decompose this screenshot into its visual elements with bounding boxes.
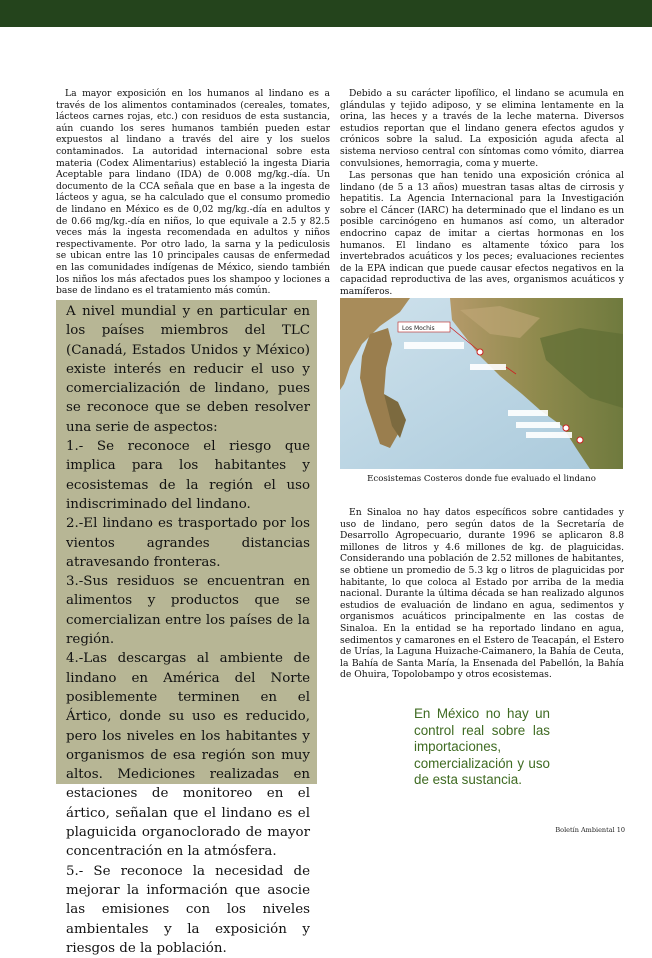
map-illustration [340,298,623,469]
map-label-box-6 [526,432,572,438]
box-intro: A nivel mundial y en particular en los países miembros del TLC (Canadá, Estados Unidos y México) existe interés en reducir el uso y comercialización de lindano, pues se reconoce que se deben resolver una serie de aspectos: [66,304,310,435]
right-paragraph-3: En Sinaloa no hay datos específicos sobre cantidades y uso de lindano, pero según datos de la Secretaría de Desarrollo Agropecuario, durante 1996 se aplicaron 8.8 millones de litros y 4.6 millones de kg. de plaguicidas. Considerando una población de 2.52 millones de habitantes, se obtiene un promedio de 5.3 kg o litros de plaguicidas por habitante, lo que coloca al Estado por arriba de la media nacional. Durante la última década se han realizado algunos estudios de evaluación de lindano en agua, sedimentos y organismos acuáticos principalmente en las costas de Sinaloa. En la entidad se ha reportado lindano en agua, sedimentos y camarones en el Estero de Teacapán, el Estero de Urías, la Laguna Huizache-Caimanero, la Bahía de Ceuta, la Bahía de Santa María, la Ensenada del Pabellón, la Bahía de Ohuira, Topolobampo y otros ecosistemas. [340,507,624,681]
pull-quote: En México no hay un control real sobre las importaciones, comercialización y uso de esta sustancia. [414,706,550,788]
box-point-3: 3.-Sus residuos se encuentran en alimentos y productos que se comercializan entre los países de la región. [66,574,310,648]
right-paragraph-1: Debido a su carácter lipofílico, el lindano se acumula en glándulas y tejido adiposo, y se elimina lentamente en la orina, las heces y a través de la leche materna. Diversos estudios reportan que el lindano genera efectos agudos y crónicos sobre la salud. La exposición aguda afecta al sistema nervioso central con síntomas como vómito, diarrea convulsiones, hemorragia, coma y muerte. [340,88,624,169]
left-paragraph: La mayor exposición en los humanos al lindano es a través de los alimentos contaminados (cereales, tomates, lácteos carnes rojas, etc.) con residuos de esta sustancia, aún cuando los seres humanos también pueden estar expuestos al lindano a través del aire y los suelos contaminados. La autoridad internacional sobre esta materia (Codex Alimentarius) estableció la ingesta Diaria Aceptable para lindano (IDA) de 0.008 mg/kg.-día. Un documento de la CCA señala que en base a la ingesta de lácteos y agua, se ha calculado que el consumo promedio de lindano en México es de 0,02 mg/kg.-día en adultos y de 0.66 mg/kg.-día en niños, lo que equivale a 2.5 y 82.5 veces más la ingesta recomendada en adultos y niños respectivamente. Por otro lado, la sarna y la pediculosis se ubican entre las 10 principales causas de enfermedad en las comunidades indígenas de México, siendo también los niños los más afectados pues los shampoo y lociones a base de lindano es el tratamiento más común. [56,88,330,297]
box-point-4: 4.-Las descargas al ambiente de lindano en América del Norte posiblemente terminen en el Ártico, donde su uso es reducido, pero los niveles en los habitantes y organismos de esa región son muy altos. Mediciones realizadas en estaciones de monitoreo en el ártico, señalan que el lindano es el plaguicida organoclorado de mayor concentración en la atmósfera. [66,651,310,860]
right-column-bottom [340,507,624,681]
map-label-box-3 [470,364,506,370]
map-site-marker-1 [477,349,483,355]
left-column [56,88,330,297]
map-label-box-2 [404,342,464,349]
right-column-top [340,88,624,169]
map-caption: Ecosistemas Costeros donde fue evaluado el lindano [367,474,596,484]
page-footer: Boletín Ambiental 10 [555,826,625,834]
highlight-box-text [66,302,310,958]
right-paragraph-2: Las personas que han tenido una exposición crónica al lindano (de 5 a 13 años) muestran tasas altas de cirrosis y hepatitis. La Agencia Internacional para la Investigación sobre el Cáncer (IARC) ha determinado que el lindano es un posible carcinógeno en humanos así como, un alterador endocrino capaz de imitar a ciertas hormonas en los humanos. El lindano es altamente tóxico para los invertebrados acuáticos y los peces; evaluaciones recientes de la EPA indican que puede causar efectos negativos en la capacidad reproductiva de las aves, organismos acuáticos y mamíferos. [340,170,624,297]
coastal-ecosystems-map [340,298,623,469]
box-point-2: 2.-El lindano es trasportado por los vientos agrandes distancias atravesando fronteras. [66,516,310,570]
map-label-box-4 [508,410,548,416]
box-point-1: 1.- Se reconoce el riesgo que implica para los habitantes y ecosistemas de la región el uso indiscriminado del lindano. [66,439,310,512]
box-point-5: 5.- Se reconoce la necesidad de mejorar la información que asocie las emisiones con los niveles ambientales y la exposición y riesgos de la población. [66,863,310,956]
map-site-marker-2 [563,425,569,431]
map-label-los-mochis: Los Mochis [402,325,435,332]
map-site-marker-3 [577,437,583,443]
top-color-bar [0,0,652,27]
right-column-middle [340,170,624,298]
map-label-box-5 [516,422,560,428]
